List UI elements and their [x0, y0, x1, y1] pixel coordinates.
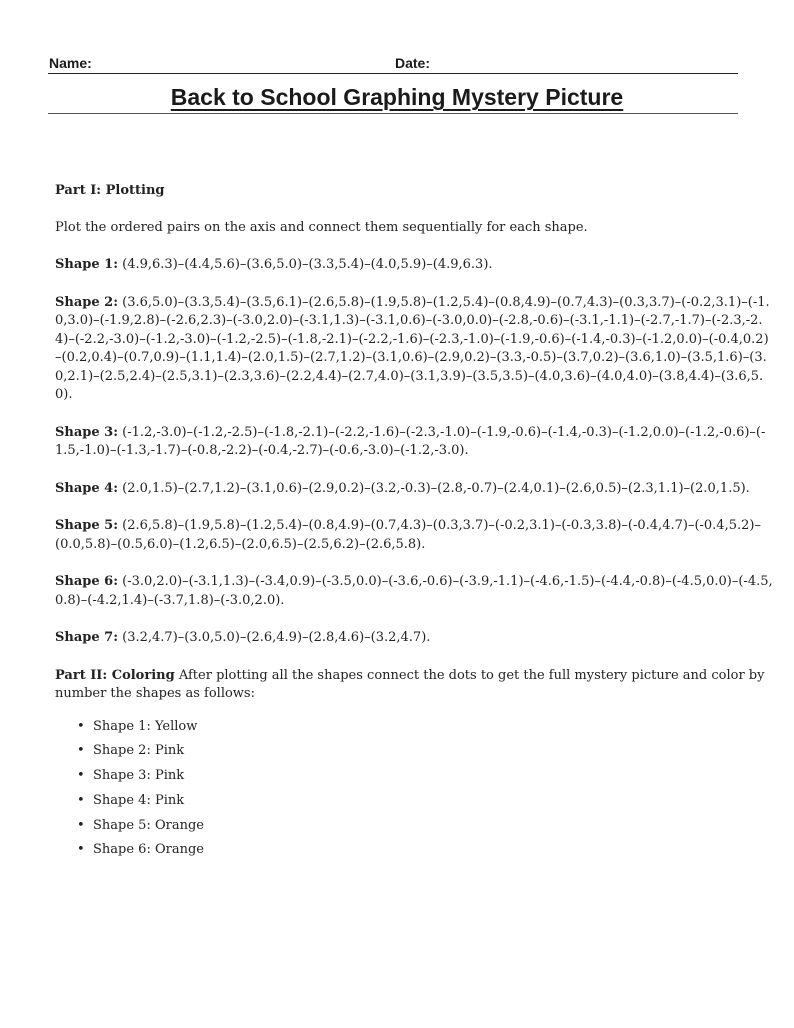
shape-points: (-3.0,2.0)–(-3.1,1.3)–(-3.4,0.9)–(-3.5,0.0)–(-3.6,-0.6)–(-3.9,-1.1)–(-4.6,-1.5)–(-4.4,-0.8)–(-4.5,0.0)–(-4.5,0.8)–(-4.2,1.4)–(-3.7,1.8)–(-3.0,2.0). [55, 574, 773, 608]
shape-label: Shape 3: [55, 424, 118, 440]
part2-heading: Part II: Coloring [55, 667, 175, 683]
list-item: • Shape 6: Orange [77, 841, 775, 860]
part1-instructions: Plot the ordered pairs on the axis and connect them sequentially for each shape. [55, 219, 588, 235]
coloring-list [55, 718, 775, 860]
worksheet-body [55, 182, 775, 866]
name-label: Name: [49, 55, 92, 71]
title-divider [48, 113, 738, 114]
shape-label: Shape 6: [55, 574, 118, 589]
shape-label: Shape 2: [55, 294, 118, 310]
shape-points: (2.0,1.5)–(2.7,1.2)–(3.1,0.6)–(2.9,0.2)–(3.2,-0.3)–(2.8,-0.7)–(2.4,0.1)–(2.6,0.5)–(2.3,1.1)–(2.0,1.5). [122, 480, 750, 496]
shape-points: (3.6,5.0)–(3.3,5.4)–(3.5,6.1)–(2.6,5.8)–(1.9,5.8)–(1.2,5.4)–(0.8,4.9)–(0.7,4.3)–(0.3,3.7)–(-0.2,3.1)–(-1.0,3.0)–(-1.9,2.8)–(-2.6,2.3)–(-3.0,2.0)–(-3.1,1.3)–(-3.1,0.6)–(-3.0,0.0)–(-2.8,-0.6)–(-3.1,-1.1)–(-2.7,-1.7)–(-2.3,-2.4)–(-2.2,-3.0)–(-1.2,-3.0)–(-1.2,-2.5)–(-1.8,-2.1)–(-2.2,-1.6)–(-2.3,-1.0)–(-1.9,-0.6)–(-1.4,-0.3)–(-1.2,0.0)–(-0.4,0.2)–(0.2,0.4)–(0.7,0.9)–(1.1,1.4)–(2.0,1.5)–(2.7,1.2)–(3.1,0.6)–(2.9,0.2)–(3.3,-0.5)–(3.7,0.2)–(3.6,1.0)–(3.5,1.6)–(3.0,2.1)–(2.5,2.4)–(2.5,3.1)–(2.3,3.6)–(2.2,4.4)–(2.7,4.0)–(3.1,3.9)–(3.5,3.5)–(4.0,3.6)–(4.0,4.0)–(3.8,4.4)–(3.6,5.0). [55, 294, 770, 402]
shape-points: (4.9,6.3)–(4.4,5.6)–(3.6,5.0)–(3.3,5.4)–(4.0,5.9)–(4.9,6.3). [122, 257, 493, 272]
shape-label: Shape 4: [55, 480, 118, 496]
list-item: • Shape 5: Orange [77, 817, 775, 836]
part2-intro: After plotting all the shapes connect the dots to get the full mystery picture and color by number the shapes as follows: [55, 667, 765, 701]
name-date-line [48, 55, 738, 74]
list-item: • Shape 1: Yellow [77, 718, 775, 737]
shape-2-entry [55, 294, 775, 405]
shape-label: Shape 7: [55, 630, 118, 645]
shape-7-entry [55, 629, 775, 648]
date-label: Date: [395, 55, 431, 71]
list-item: • Shape 2: Pink [77, 742, 775, 761]
shape-points: (3.2,4.7)–(3.0,5.0)–(2.6,4.9)–(2.8,4.6)–(3.2,4.7). [122, 630, 431, 645]
shape-points: (-1.2,-3.0)–(-1.2,-2.5)–(-1.8,-2.1)–(-2.2,-1.6)–(-2.3,-1.0)–(-1.9,-0.6)–(-1.4,-0.3)–(-1.2,0.0)–(-1.2,-0.6)–(-1.5,-1.0)–(-1.3,-1.7)–(-0.8,-2.2)–(-0.4,-2.7)–(-0.6,-3.0)–(-1.2,-3.0). [55, 424, 766, 458]
shape-label: Shape 1: [55, 257, 118, 272]
shape-1-entry [55, 256, 775, 275]
shape-5-entry [55, 517, 775, 554]
shape-6-entry [55, 573, 775, 610]
shape-4-entry [55, 480, 775, 499]
page-title: Back to School Graphing Mystery Picture [170, 84, 624, 110]
shape-3-entry [55, 424, 775, 461]
shape-points: (2.6,5.8)–(1.9,5.8)–(1.2,5.4)–(0.8,4.9)–(0.7,4.3)–(0.3,3.7)–(-0.2,3.1)–(-0.3,3.8)–(-0.4,4.7)–(-0.4,5.2)–(0.0,5.8)–(0.5,6.0)–(1.2,6.5)–(2.0,6.5)–(2.5,6.2)–(2.6,5.8). [55, 518, 761, 552]
part2-paragraph [55, 667, 775, 704]
shape-label: Shape 5: [55, 518, 118, 533]
list-item: • Shape 4: Pink [77, 792, 775, 811]
part1-heading: Part I: Plotting [55, 183, 165, 198]
list-item: • Shape 3: Pink [77, 767, 775, 786]
